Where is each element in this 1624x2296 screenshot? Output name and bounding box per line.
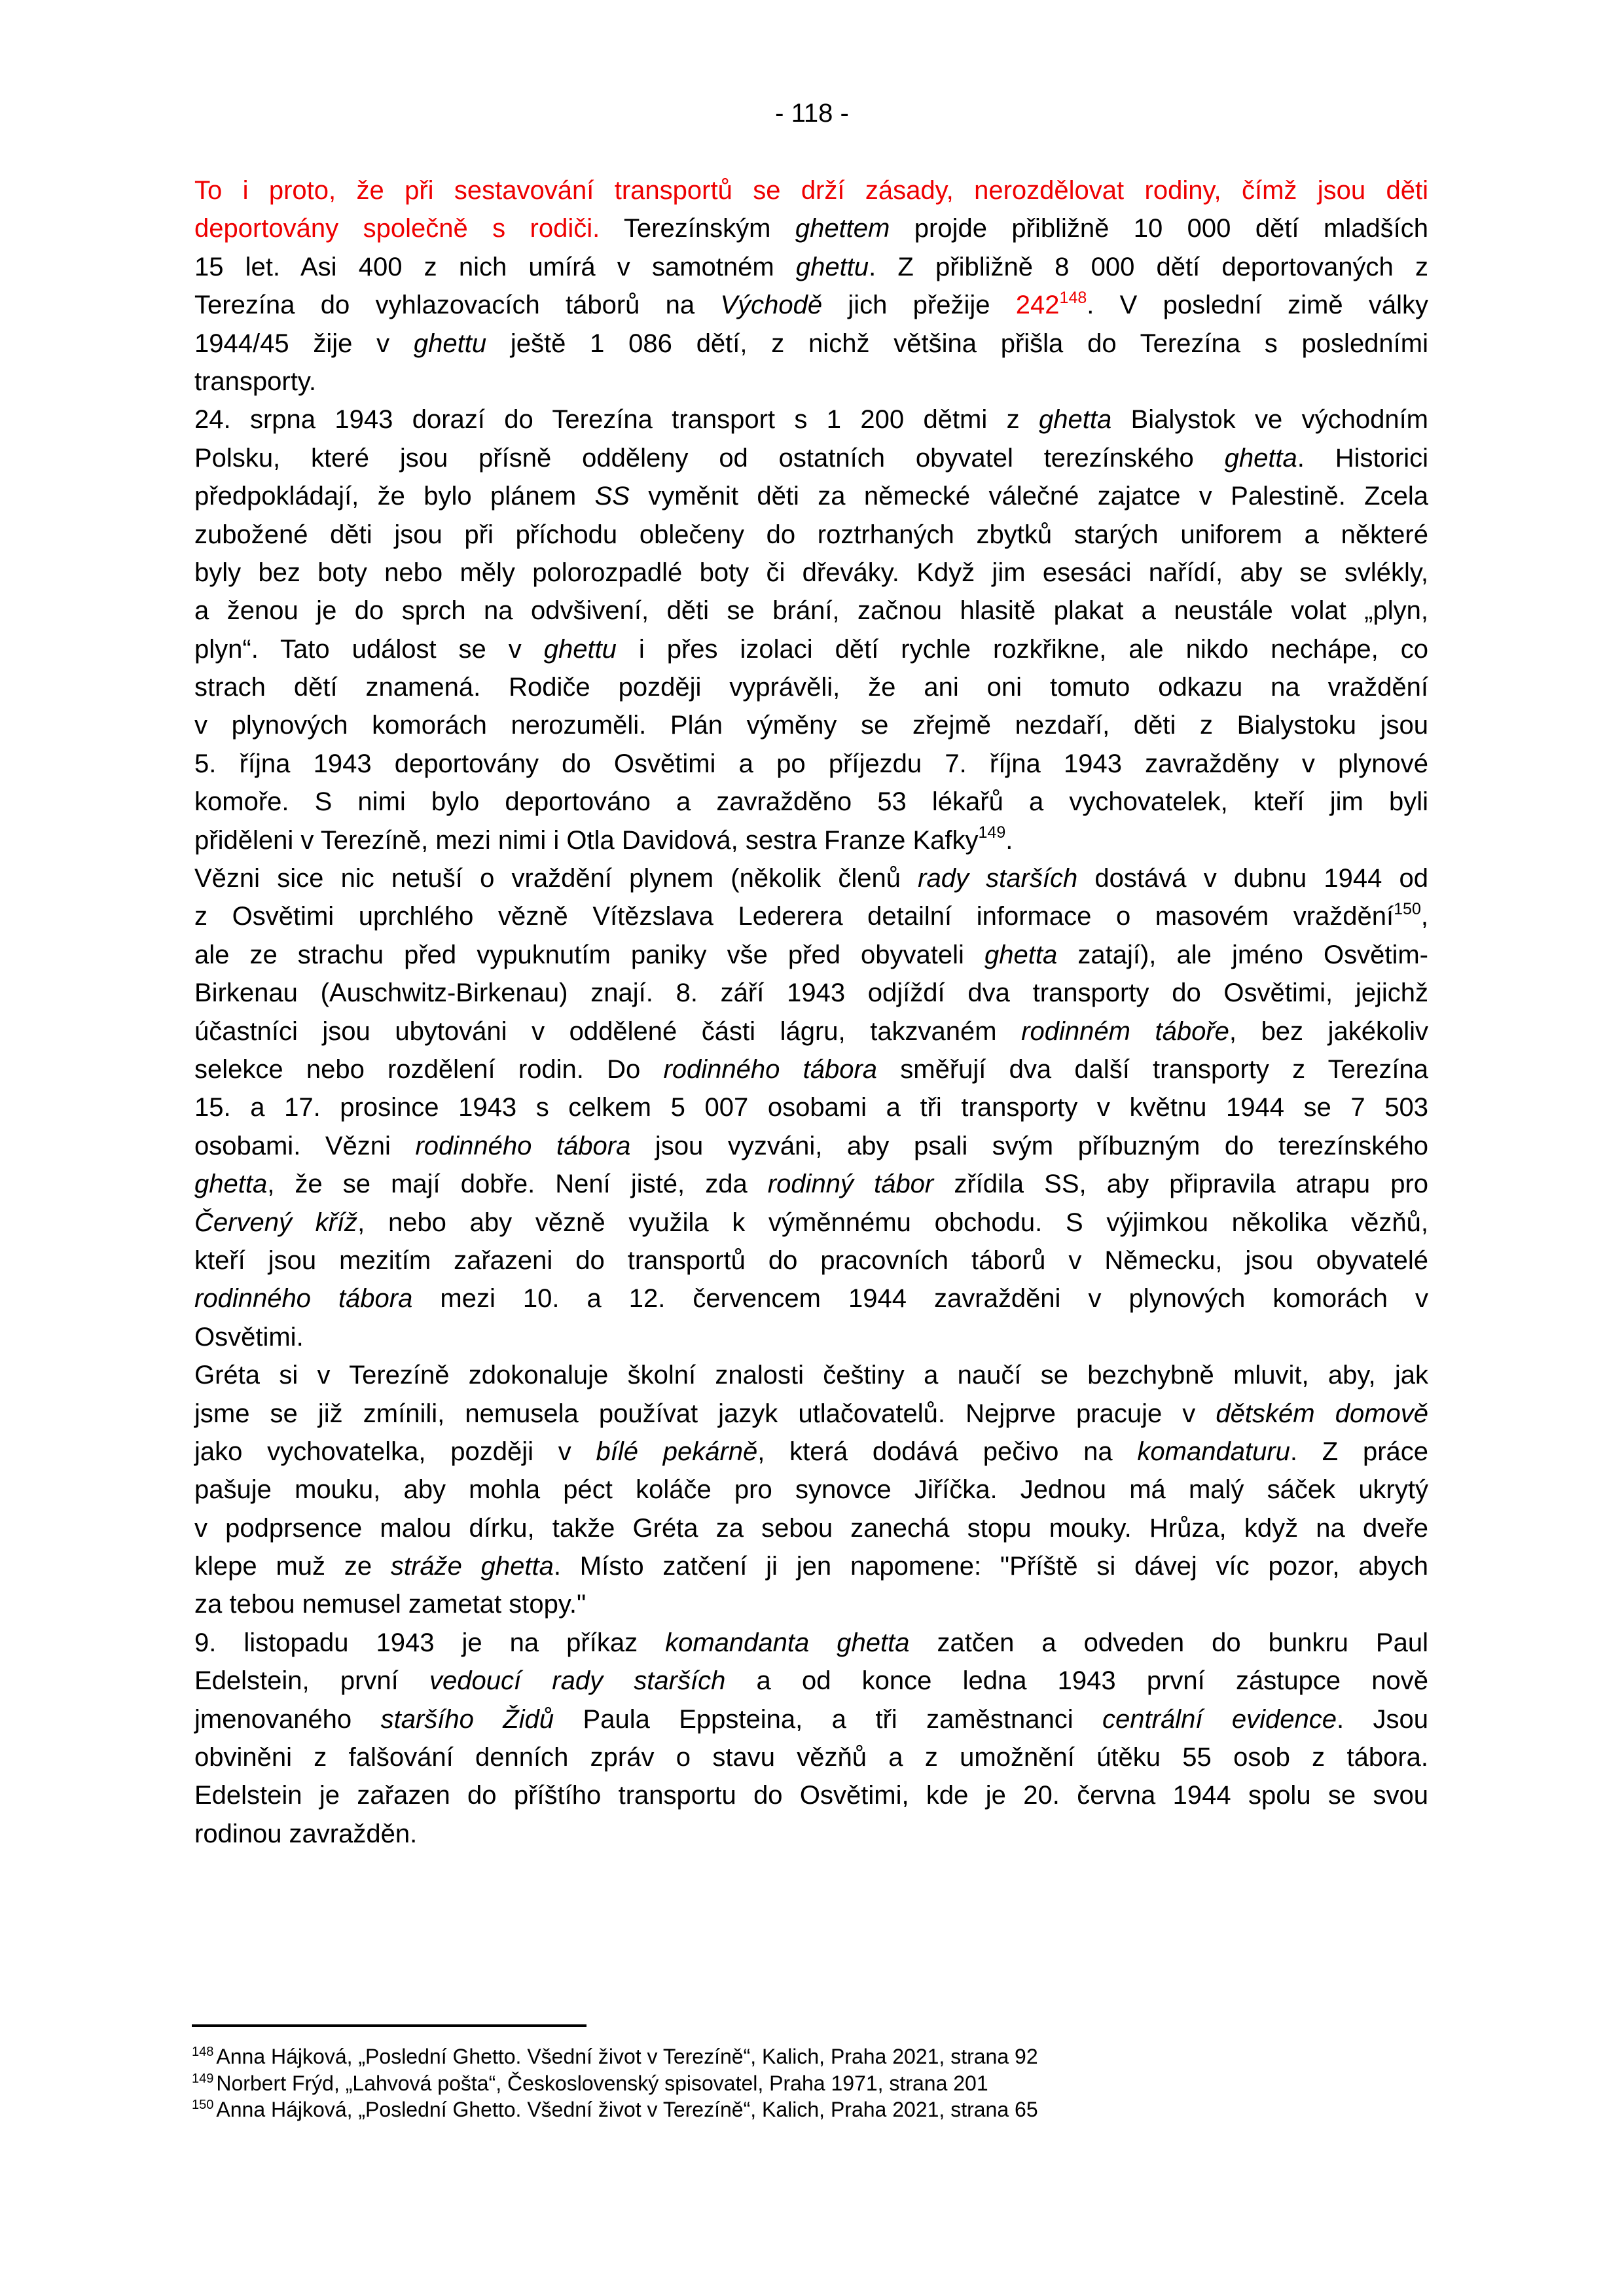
italic-term: Červený kříž <box>194 1208 358 1237</box>
text-line <box>194 1204 1428 1242</box>
text-segment: v podprsence malou dírku, takže Gréta za sebou zanechá stopu mouky. Hrůza, když na dveře <box>194 1513 1428 1543</box>
text-line <box>194 592 1428 630</box>
italic-term: ghetta <box>984 940 1058 969</box>
text-segment: klepe muž ze <box>194 1552 391 1581</box>
italic-term: komandaturu <box>1137 1437 1290 1466</box>
text-segment: Edelstein je zařazen do příštího transportu do Osvětimi, kde je 20. června 1944 spolu se svou <box>194 1781 1428 1810</box>
footnote-number: 150 <box>192 2098 214 2113</box>
text-segment: mezi 10. a 12. červencem 1944 zavražděni v plynových komorách v <box>412 1284 1428 1314</box>
highlighted-text: 242 <box>1015 291 1060 320</box>
italic-term: staršího Židů <box>380 1704 554 1734</box>
text-line <box>194 1165 1428 1203</box>
text-segment: 15 let. Asi 400 z nich umírá v samotném <box>194 252 796 281</box>
paragraph <box>194 171 1428 401</box>
text-segment: pašuje mouku, aby mohla péct koláče pro synovce Jiříčka. Jednou má malý sáček ukrytý <box>194 1475 1428 1505</box>
text-segment: vyměnit děti za německé válečné zajatce v Palestině. Zcela <box>629 482 1428 511</box>
footnote-text: Anna Hájková, „Poslední Ghetto. Všední život v Terezíně“, Kalich, Praha 2021, strana 65 <box>216 2098 1038 2121</box>
text-segment: přiděleni v Terezíně, mezi nimi i Otla Davidová, sestra Franze Kafky <box>194 825 979 855</box>
text-segment: , bez jakékoliv <box>1229 1016 1429 1046</box>
text-line <box>194 1624 1428 1662</box>
text-segment: zřídila SS, aby připravila atrapu pro <box>933 1170 1429 1199</box>
footnote-reference: 149 <box>978 823 1006 842</box>
text-line <box>194 1738 1428 1776</box>
text-line <box>194 171 1428 209</box>
highlighted-text: To i proto, že při sestavování transportů se drží zásady, nerozdělovat rodiny, čímž jsou děti <box>194 176 1428 205</box>
text-line <box>194 1700 1428 1738</box>
text-segment: . V poslední zimě války <box>1087 291 1428 320</box>
text-segment: , která dodává pečivo na <box>757 1437 1138 1466</box>
text-segment: a od konce ledna 1943 první zástupce nově <box>725 1666 1428 1696</box>
text-segment: selekce nebo rozdělení rodin. Do <box>194 1054 664 1084</box>
footnote-number: 148 <box>192 2045 214 2060</box>
text-line <box>194 706 1428 744</box>
text-segment: projde přibližně 10 000 dětí mladších <box>890 214 1429 243</box>
footnote-separator <box>192 2024 586 2027</box>
footnote-reference: 148 <box>1059 288 1087 307</box>
text-segment: osobami. Vězni <box>194 1131 416 1160</box>
text-segment: , nebo aby vězně využila k výměnnému obchodu. S výjimkou několika vězňů, <box>357 1208 1428 1237</box>
text-segment: obviněni z falšování denních zpráv o stavu vězňů a z umožnění útěku 55 osob z tábora. <box>194 1743 1428 1772</box>
text-line <box>194 516 1428 554</box>
paragraph <box>194 401 1428 859</box>
text-segment: i přes izolaci dětí rychle rozkřikne, ale nikdo nechápe, co <box>616 634 1428 664</box>
text-line <box>194 859 1428 897</box>
text-segment: dostává v dubnu 1944 od <box>1077 864 1429 893</box>
italic-term: rodinného tábora <box>415 1131 631 1160</box>
text-line <box>194 1776 1428 1814</box>
text-line <box>194 1395 1428 1433</box>
text-segment: jako vychovatelka, později v <box>194 1437 596 1466</box>
text-line <box>194 668 1428 706</box>
italic-term: ghettu <box>413 329 487 358</box>
italic-term: komandanta ghetta <box>665 1628 910 1657</box>
text-segment: . Jsou <box>1336 1704 1429 1734</box>
text-segment: jsme se již zmínili, nemusela používat jazyk utlačovatelů. Nejprve pracuje v <box>194 1399 1216 1428</box>
text-segment: plyn“. Tato událost se v <box>194 634 544 664</box>
italic-term: centrální evidence <box>1102 1704 1337 1734</box>
text-segment: za tebou nemusel zametat stopy." <box>194 1590 586 1619</box>
text-segment: jmenovaného <box>194 1704 381 1734</box>
paragraph <box>194 1356 1428 1624</box>
footnote-148 <box>192 2043 1426 2070</box>
text-line <box>194 936 1428 974</box>
text-segment: jsou vyzváni, aby psali svým příbuzným do terezínského <box>630 1131 1428 1160</box>
text-segment: rodinou zavražděn. <box>194 1819 418 1848</box>
text-segment: předpokládají, že bylo plánem <box>194 482 595 511</box>
footnote-number: 149 <box>192 2071 214 2086</box>
text-segment: Gréta si v Terezíně zdokonaluje školní znalosti češtiny a naučí se bezchybně mluvit, aby, jak <box>194 1361 1428 1390</box>
text-line <box>194 1050 1428 1088</box>
text-segment: ještě 1 086 dětí, z nichž většina přišla do Terezína s posledními <box>486 329 1428 358</box>
text-line <box>194 1013 1428 1050</box>
italic-term: rady starších <box>918 864 1078 893</box>
text-segment: a ženou je do sprch na odvšivení, děti se brání, začnou hlasitě plakat a neustále volat „plyn, <box>194 596 1428 626</box>
italic-term: dětském domově <box>1216 1399 1428 1428</box>
text-segment: Osvětimi. <box>194 1322 304 1352</box>
footnote-reference: 150 <box>1394 900 1421 919</box>
footnote-text: Norbert Frýd, „Lahvová pošta“, Československý spisovatel, Praha 1971, strana 201 <box>216 2071 988 2095</box>
text-line <box>194 1242 1428 1280</box>
text-segment: Polsku, které jsou přísně odděleny od ostatních obyvatel terezínského <box>194 443 1225 473</box>
italic-term: rodinném táboře <box>1021 1016 1229 1046</box>
text-segment: zatčen a odveden do bunkru Paul <box>909 1628 1428 1657</box>
text-line <box>194 1088 1428 1126</box>
text-line <box>194 1662 1428 1700</box>
italic-term: Východě <box>720 291 823 320</box>
text-segment: ale ze strachu před vypuknutím paniky vše před obyvateli <box>194 940 985 969</box>
text-segment: účastníci jsou ubytováni v oddělené části lágru, takzvaném <box>194 1016 1022 1046</box>
text-segment: 24. srpna 1943 dorazí do Terezína transport s 1 200 dětmi z <box>194 405 1039 435</box>
text-segment: směřují dva další transporty z Terezína <box>877 1054 1429 1084</box>
text-line <box>194 554 1428 592</box>
text-line <box>194 401 1428 439</box>
text-segment: Bialystok ve východním <box>1111 405 1429 435</box>
italic-term: stráže ghetta <box>390 1552 554 1581</box>
text-segment: komoře. S nimi bylo deportováno a zavražděno 53 lékařů a vychovatelek, kteří jim byli <box>194 787 1428 817</box>
text-line <box>194 897 1428 935</box>
text-segment: , že se mají dobře. Není jisté, zda <box>267 1170 768 1199</box>
text-segment: Terezínským <box>600 214 795 243</box>
italic-term: ghetta <box>1038 405 1112 435</box>
italic-term: ghettu <box>543 634 617 664</box>
text-line <box>194 477 1428 515</box>
italic-term: rodinného tábora <box>663 1054 878 1084</box>
text-line <box>194 286 1428 324</box>
text-line <box>194 209 1428 247</box>
italic-term: ghetta <box>194 1170 268 1199</box>
footnote-149 <box>192 2070 1426 2097</box>
italic-term: ghettem <box>795 214 890 243</box>
text-line <box>194 439 1428 477</box>
text-line <box>194 974 1428 1012</box>
text-line <box>194 1471 1428 1509</box>
text-segment: kteří jsou mezitím zařazeni do transportů do pracovních táborů v Německu, jsou obyvatelé <box>194 1246 1428 1275</box>
text-line <box>194 1318 1428 1356</box>
text-line <box>194 783 1428 821</box>
text-segment: . Z přibližně 8 000 dětí deportovaných z <box>869 252 1428 281</box>
text-line <box>194 1433 1428 1471</box>
text-segment: 9. listopadu 1943 je na příkaz <box>194 1628 666 1657</box>
text-segment: v plynových komorách nerozuměli. Plán výměny se zřejmě nezdaří, děti z Bialystoku jsou <box>194 711 1428 740</box>
text-segment: Edelstein, první <box>194 1666 429 1696</box>
italic-term: rodinného tábora <box>194 1284 413 1314</box>
text-segment: 1944/45 žije v <box>194 329 414 358</box>
text-segment: jich přežije <box>822 291 1016 320</box>
italic-term: vedoucí rady starších <box>429 1666 726 1696</box>
footnotes <box>192 2043 1426 2123</box>
text-line <box>194 1547 1428 1585</box>
text-segment: Terezína do vyhlazovacích táborů na <box>194 291 721 320</box>
text-segment: Paula Eppsteina, a tři zaměstnanci <box>554 1704 1103 1734</box>
text-segment: zatají), ale jméno Osvětim- <box>1057 940 1428 969</box>
text-segment: . Z práce <box>1290 1437 1429 1466</box>
text-segment: z Osvětimi uprchlého vězně Vítězslava Lederera detailní informace o masovém vraždění <box>194 902 1394 931</box>
text-line <box>194 325 1428 363</box>
italic-term: ghetta <box>1224 443 1297 473</box>
text-segment: . Historici <box>1297 443 1428 473</box>
text-line <box>194 630 1428 668</box>
italic-term: rodinný tábor <box>767 1170 934 1199</box>
text-segment: zubožené děti jsou při příchodu oblečeny do roztrhaných zbytků starých uniforem a některé <box>194 520 1428 549</box>
text-segment: . Místo zatčení ji jen napomene: "Příště si dávej víc pozor, abych <box>553 1552 1428 1581</box>
text-line <box>194 1815 1428 1853</box>
text-segment: Vězni sice nic netuší o vraždění plynem (několik členů <box>194 864 918 893</box>
text-segment: . <box>1005 825 1013 855</box>
text-line <box>194 1280 1428 1318</box>
page-number: - 118 - <box>775 99 849 128</box>
text-line <box>194 821 1428 859</box>
footnote-text: Anna Hájková, „Poslední Ghetto. Všední život v Terezíně“, Kalich, Praha 2021, strana 92 <box>216 2045 1038 2068</box>
text-segment: transporty. <box>194 367 316 396</box>
text-line <box>194 1585 1428 1623</box>
text-segment: 5. října 1943 deportovány do Osvětimi a po příjezdu 7. října 1943 zavražděny v plynové <box>194 749 1428 778</box>
body-text <box>194 171 1428 1853</box>
italic-term: bílé pekárně <box>596 1437 758 1466</box>
highlighted-text: deportovány společně s rodiči. <box>194 214 600 243</box>
text-line <box>194 363 1428 401</box>
italic-term: ghettu <box>795 252 869 281</box>
paragraph <box>194 859 1428 1356</box>
paragraph <box>194 1624 1428 1853</box>
text-line <box>194 248 1428 286</box>
footnote-150 <box>192 2096 1426 2123</box>
text-segment: Birkenau (Auschwitz-Birkenau) znají. 8. září 1943 odjíždí dva transporty do Osvětimi, jejichž <box>194 978 1428 1008</box>
italic-term: SS <box>594 482 630 511</box>
text-line <box>194 1356 1428 1394</box>
text-line <box>194 1509 1428 1547</box>
text-segment: byly bez boty nebo měly polorozpadlé boty či dřeváky. Když jim esesáci nařídí, aby se svlékly, <box>194 558 1428 587</box>
text-segment: 15. a 17. prosince 1943 s celkem 5 007 osobami a tři transporty v květnu 1944 se 7 503 <box>194 1093 1428 1122</box>
text-segment: , <box>1420 902 1428 931</box>
text-line <box>194 745 1428 783</box>
text-segment: strach dětí znamená. Rodiče později vyprávěli, že ani oni tomuto odkazu na vraždění <box>194 673 1428 702</box>
text-line <box>194 1127 1428 1165</box>
